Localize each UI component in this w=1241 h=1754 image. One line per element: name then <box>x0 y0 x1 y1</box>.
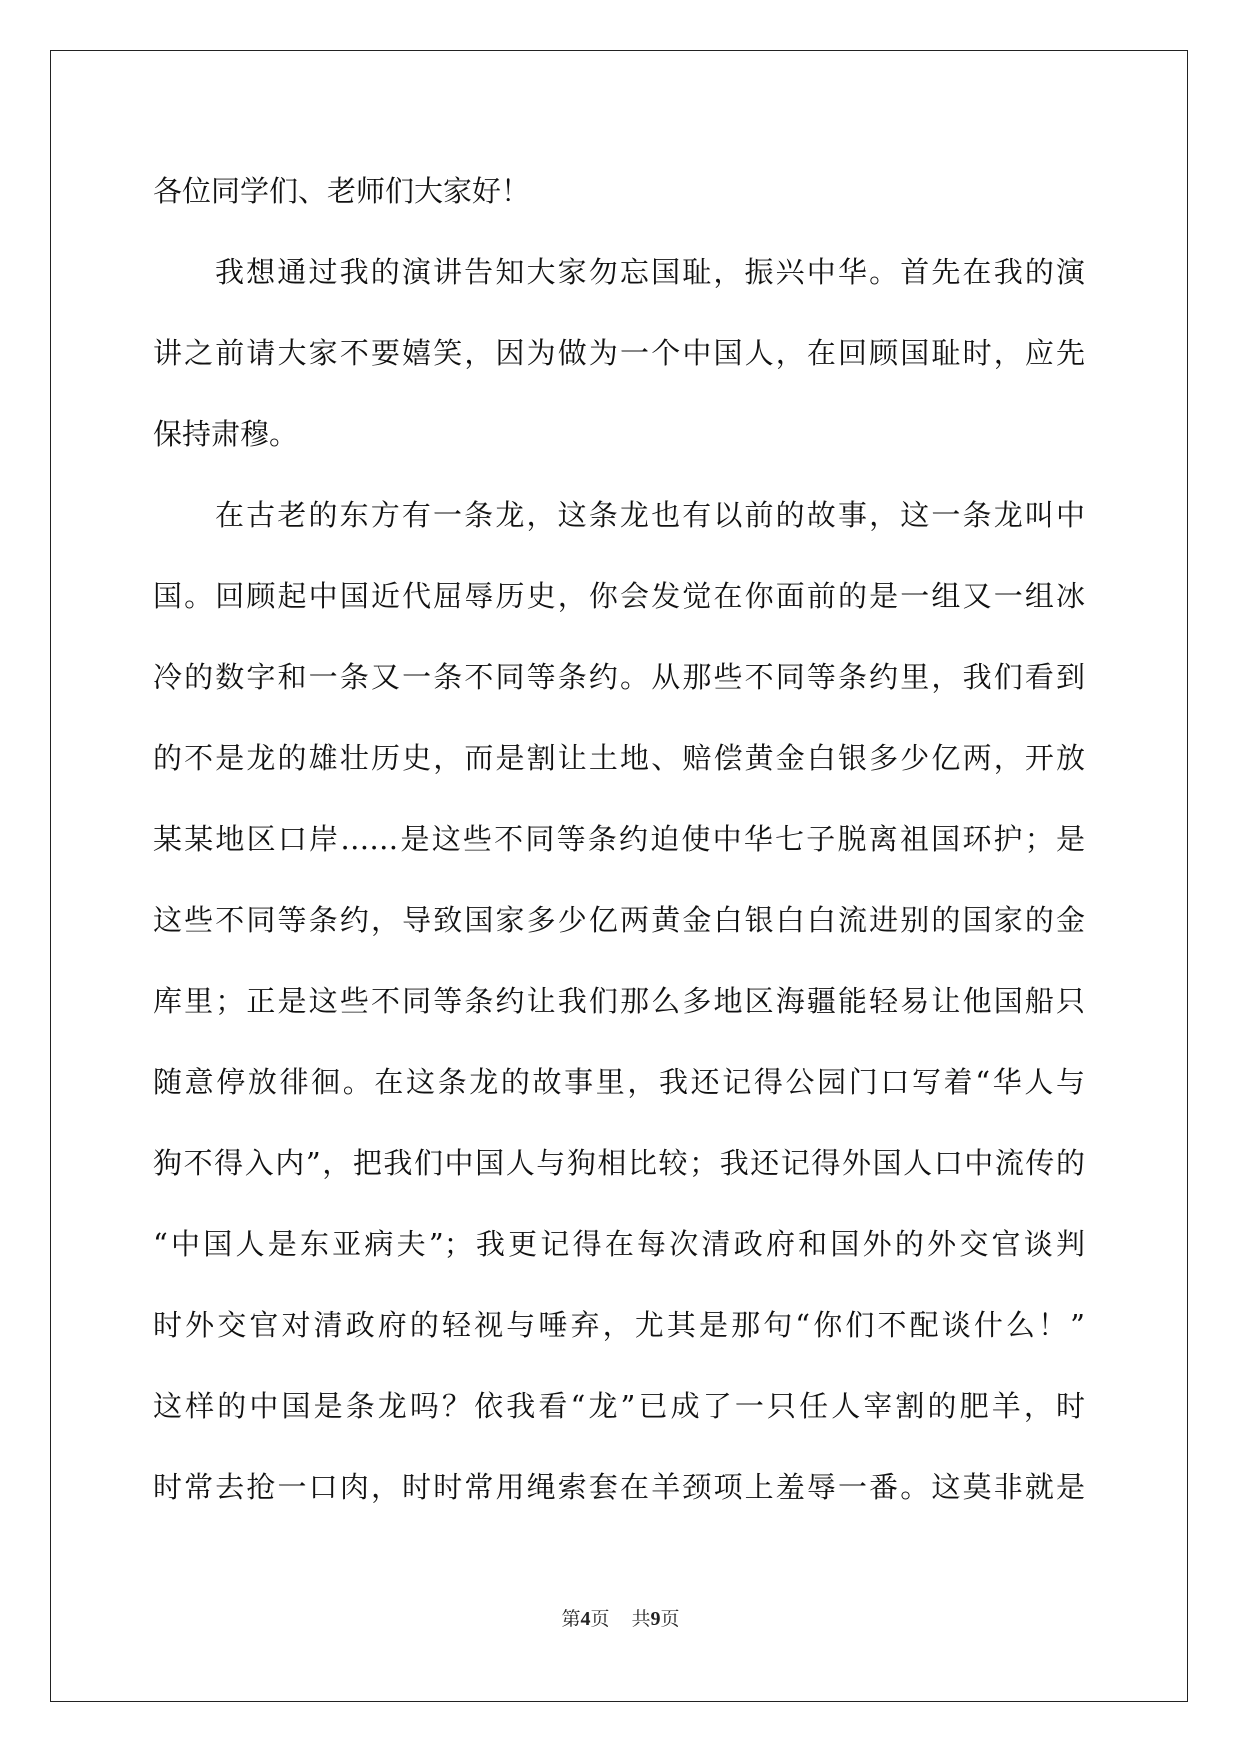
paragraph-line: 时外交官对清政府的轻视与唾弃，尤其是那句“你们不配谈什么！” <box>153 1308 1085 1342</box>
document-body <box>153 163 1085 1540</box>
paragraph-line: 狗不得入内”，把我们中国人与狗相比较；我还记得外国人口中流传的 <box>153 1146 1085 1180</box>
paragraph-line: 时常去抢一口肉，时时常用绳索套在羊颈项上羞辱一番。这莫非就是 <box>153 1470 1085 1504</box>
paragraph-line: 冷的数字和一条又一条不同等条约。从那些不同等条约里，我们看到 <box>153 660 1085 694</box>
current-page-number: 4 <box>580 1608 591 1630</box>
footer-prefix: 第 <box>561 1608 581 1630</box>
paragraph-line: 我想通过我的演讲告知大家勿忘国耻，振兴中华。首先在我的演 <box>215 255 1085 289</box>
footer-total-suffix: 页 <box>660 1608 680 1630</box>
paragraph-line: 随意停放徘徊。在这条龙的故事里，我还记得公园门口写着“华人与 <box>153 1065 1085 1099</box>
page-footer <box>0 1607 1241 1631</box>
paragraph-line: 保持肃穆。 <box>153 417 299 451</box>
total-page-number: 9 <box>650 1608 661 1630</box>
paragraph-line: 在古老的东方有一条龙，这条龙也有以前的故事，这一条龙叫中 <box>215 498 1085 532</box>
paragraph-line: 某某地区口岸……是这些不同等条约迫使中华七子脱离祖国环护；是 <box>153 822 1085 856</box>
paragraph-line: 这样的中国是条龙吗？依我看“龙”已成了一只任人宰割的肥羊，时 <box>153 1389 1085 1423</box>
paragraph-line: “中国人是东亚病夫”；我更记得在每次清政府和国外的外交官谈判 <box>153 1227 1085 1261</box>
paragraph-line: 的不是龙的雄壮历史，而是割让土地、赔偿黄金白银多少亿两，开放 <box>153 741 1085 775</box>
paragraph-line: 库里；正是这些不同等条约让我们那么多地区海疆能轻易让他国船只 <box>153 984 1085 1018</box>
paragraph-line: 讲之前请大家不要嬉笑，因为做为一个中国人，在回顾国耻时，应先 <box>153 336 1085 370</box>
paragraph-line: 这些不同等条约，导致国家多少亿两黄金白银白白流进别的国家的金 <box>153 903 1085 937</box>
footer-total-prefix: 共 <box>631 1608 651 1630</box>
footer-page-word: 页 <box>590 1608 610 1630</box>
greeting-line: 各位同学们、老师们大家好！ <box>153 174 531 208</box>
paragraph-line: 国。回顾起中国近代屈辱历史，你会发觉在你面前的是一组又一组冰 <box>153 579 1085 613</box>
